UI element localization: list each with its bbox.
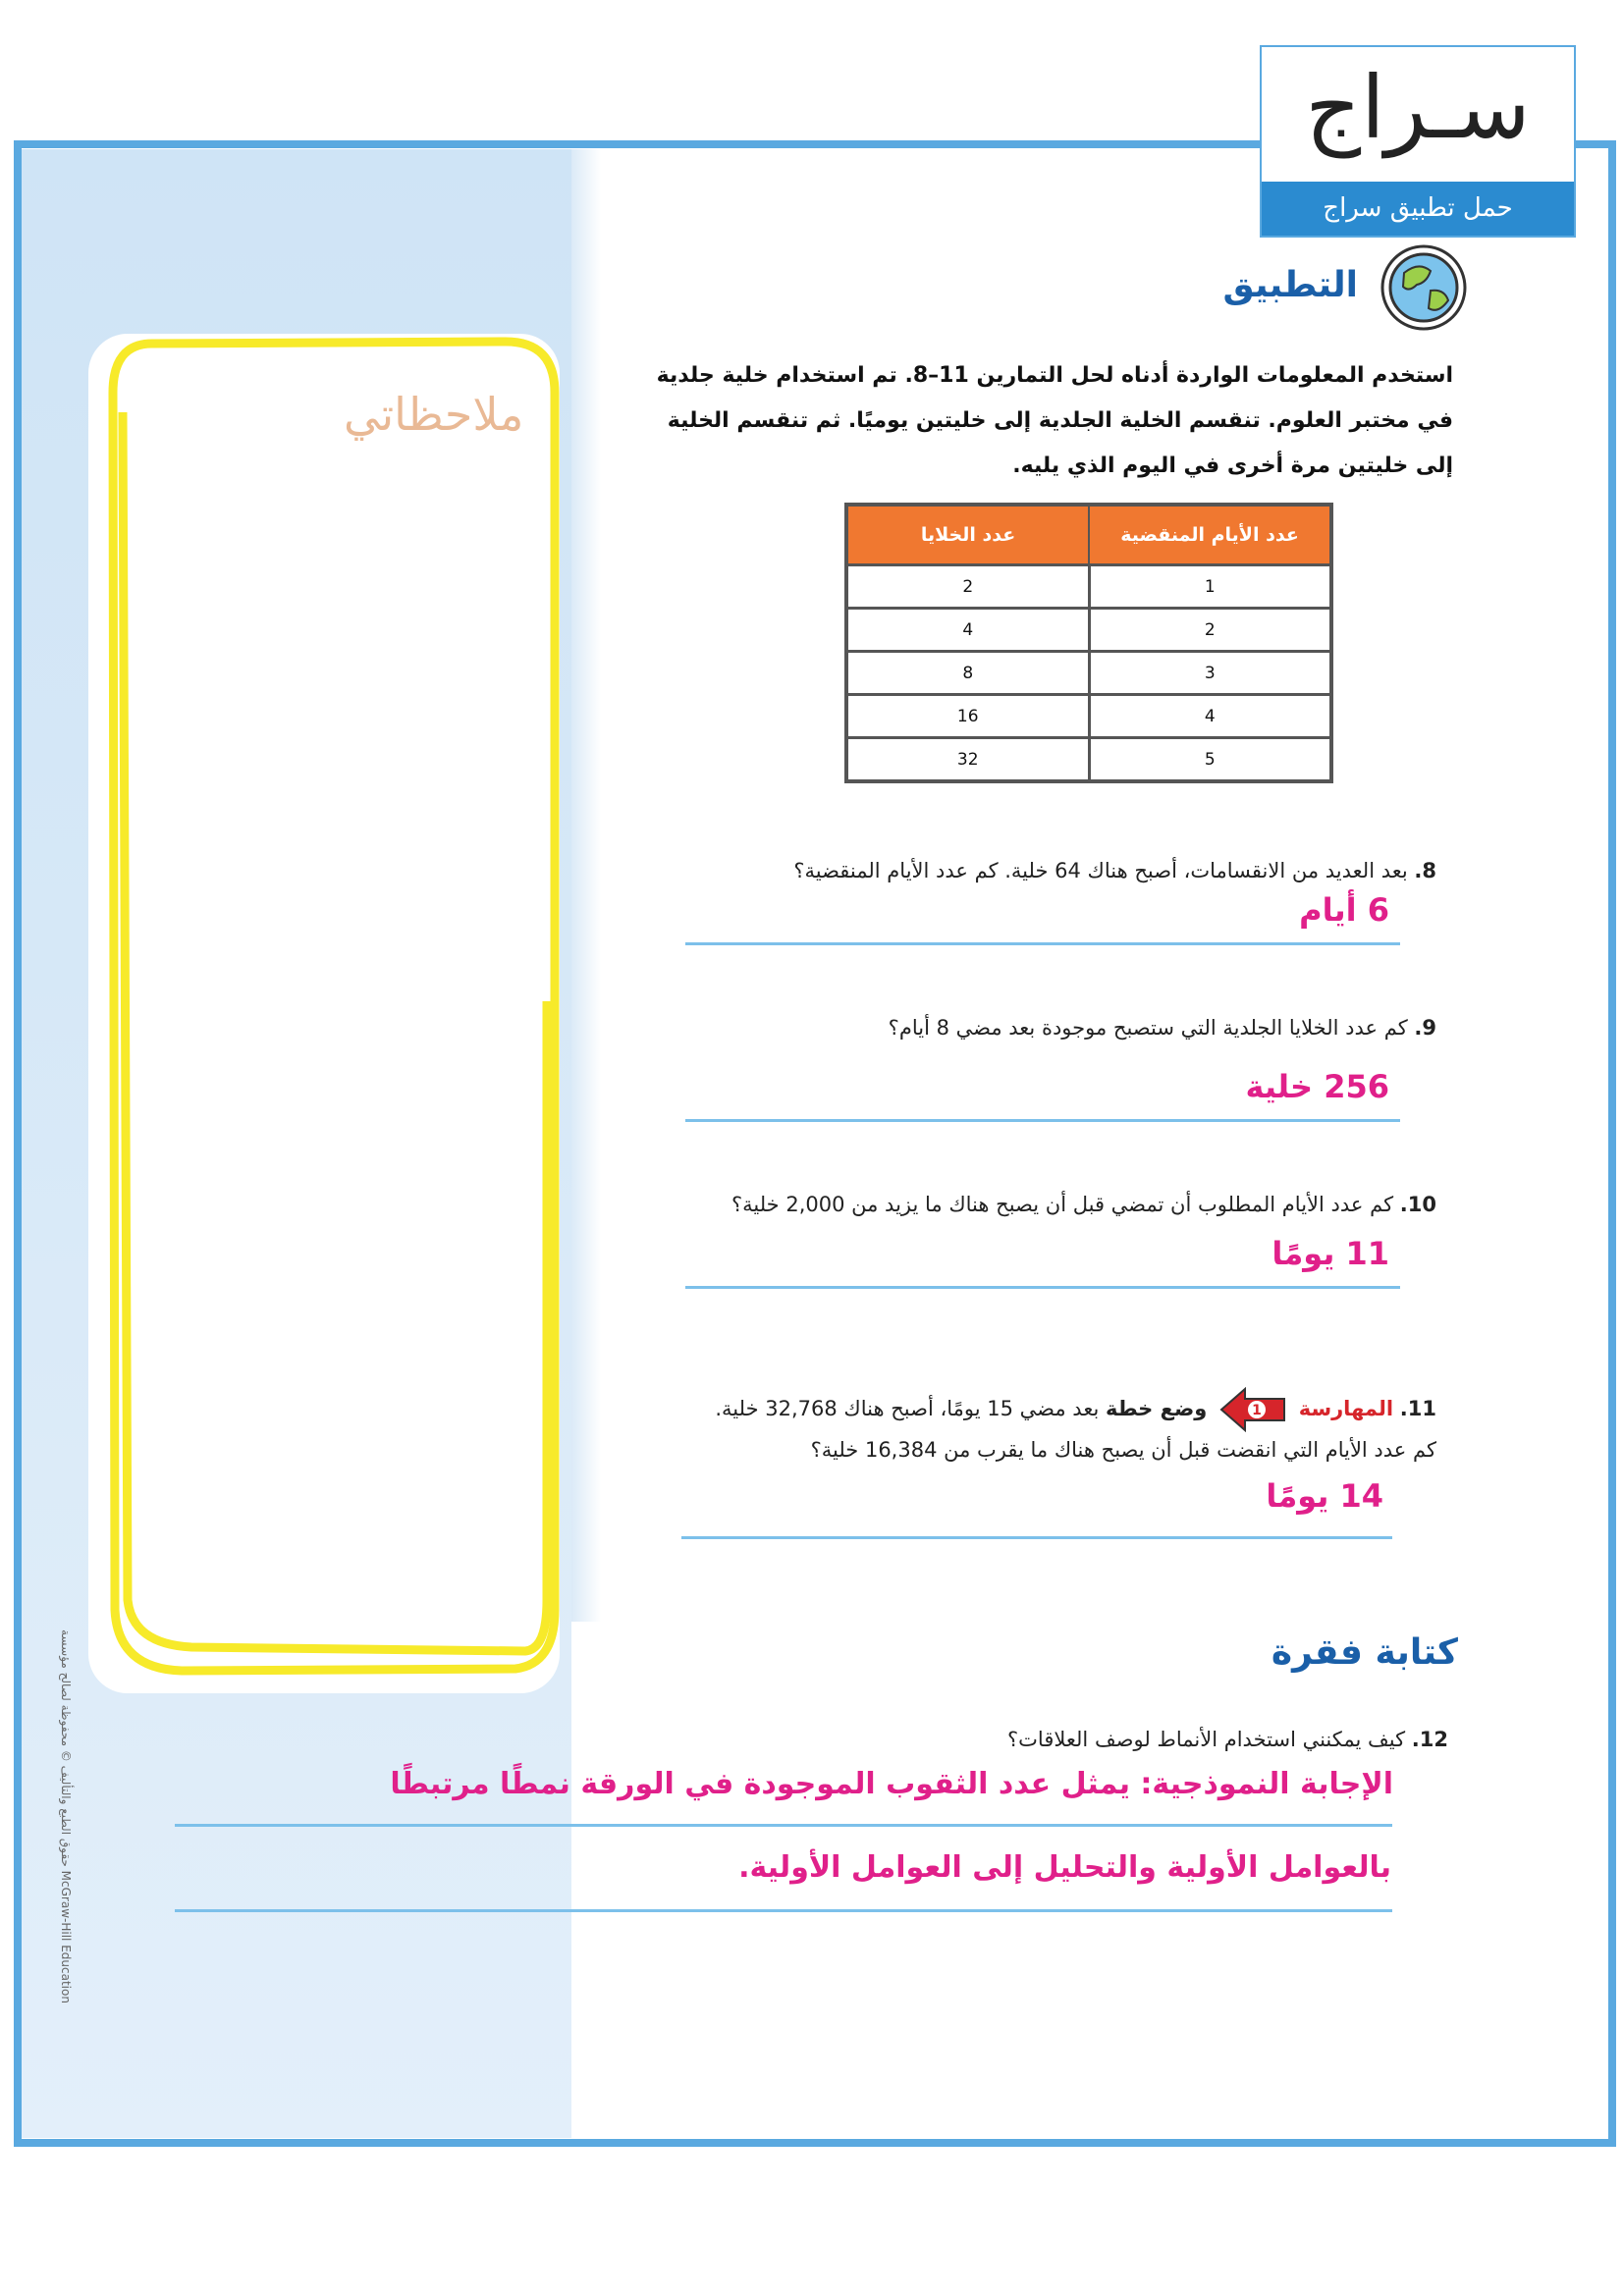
arrow-left-badge-icon xyxy=(1219,1387,1286,1432)
globe-icon xyxy=(1380,243,1468,332)
answer-12-line1[interactable]: الإجابة النموذجية: يمثل عدد الثقوب الموجودة في الورقة نمطًا مرتبطًا xyxy=(390,1767,1393,1801)
table-header: عدد الخلايا xyxy=(846,505,1089,565)
question-number: 9. xyxy=(1414,1016,1436,1040)
answer-line xyxy=(685,1286,1400,1289)
table-cell: 5 xyxy=(1089,738,1331,782)
table-cell: 32 xyxy=(846,738,1089,782)
table-cell: 3 xyxy=(1089,652,1331,695)
question-text: بعد مضي 15 يومًا، أصبح هناك 32,768 خلية. xyxy=(715,1397,1100,1420)
section-title: التطبيق xyxy=(1222,265,1358,305)
table-row xyxy=(846,652,1331,695)
logo-tagline: حمل تطبيق سراج xyxy=(1262,182,1574,236)
table-cell: 2 xyxy=(846,565,1089,609)
table-cell: 1 xyxy=(1089,565,1331,609)
strategy-label: وضع خطة xyxy=(1105,1397,1208,1420)
question-number: 10. xyxy=(1399,1193,1436,1216)
question-11-line2: كم عدد الأيام التي انقضت قبل أن يصبح هناك ما يقرب من 16,384 خلية؟ xyxy=(810,1438,1436,1462)
table-header-row xyxy=(846,505,1331,565)
table-row xyxy=(846,738,1331,782)
question-11 xyxy=(715,1387,1436,1432)
table-cell: 4 xyxy=(846,609,1089,652)
question-text: كيف يمكنني استخدام الأنماط لوصف العلاقات؟ xyxy=(1007,1728,1406,1751)
question-number: 8. xyxy=(1414,859,1436,882)
intro-paragraph: استخدم المعلومات الواردة أدناه لحل التمارين 11–8. تم استخدام خلية جلدية في مختبر العلوم. تنقسم الخلية الجلدية إلى خليتين يوميًا. ثم تنقسم الخلية إلى خليتين مرة أخرى في اليوم الذي يليه. xyxy=(656,363,1453,478)
practice-label: المهارسة xyxy=(1298,1397,1394,1420)
cells-table xyxy=(844,503,1333,783)
question-text: كم عدد الخلايا الجلدية التي ستصبح موجودة بعد مضي 8 أيام؟ xyxy=(888,1016,1408,1040)
table-cell: 4 xyxy=(1089,695,1331,738)
table-cell: 8 xyxy=(846,652,1089,695)
answer-line xyxy=(685,1119,1400,1122)
writing-title: كتابة فقرة xyxy=(1271,1632,1458,1673)
logo-word: سـراج xyxy=(1305,57,1531,158)
table-row xyxy=(846,609,1331,652)
answer-line xyxy=(175,1909,1392,1912)
question-10 xyxy=(731,1193,1436,1216)
question-9 xyxy=(889,1016,1436,1040)
answer-line xyxy=(681,1536,1392,1539)
table-header: عدد الأيام المنقضية xyxy=(1089,505,1331,565)
notes-title: ملاحظاتي xyxy=(344,388,524,441)
table-row xyxy=(846,565,1331,609)
question-text: بعد العديد من الانقسامات، أصبح هناك 64 خلية. كم عدد الأيام المنقضية؟ xyxy=(793,859,1408,882)
answer-10[interactable]: 11 يومًا xyxy=(1271,1235,1389,1272)
answer-9[interactable]: 256 خلية xyxy=(1245,1068,1389,1105)
table-cell: 16 xyxy=(846,695,1089,738)
question-number: 12. xyxy=(1411,1728,1448,1751)
answer-11[interactable]: 14 يومًا xyxy=(1266,1477,1383,1515)
notes-background-fade xyxy=(571,149,601,1622)
answer-8[interactable]: 6 أيام xyxy=(1299,891,1389,929)
badge-number: 1 xyxy=(1252,1403,1262,1418)
siraj-logo[interactable] xyxy=(1260,45,1576,238)
question-text: كم عدد الأيام المطلوب أن تمضي قبل أن يصبح هناك ما يزيد من 2,000 خلية؟ xyxy=(730,1193,1394,1216)
answer-line xyxy=(175,1824,1392,1827)
answer-line xyxy=(685,942,1400,945)
answer-12-line2[interactable]: بالعوامل الأولية والتحليل إلى العوامل الأولية. xyxy=(738,1850,1391,1885)
table-row xyxy=(846,695,1331,738)
question-number: 11. xyxy=(1399,1397,1436,1420)
table-cell: 2 xyxy=(1089,609,1331,652)
question-12 xyxy=(1007,1728,1448,1751)
question-8 xyxy=(793,859,1436,882)
yellow-highlight-scribble xyxy=(93,334,565,1708)
copyright-credit: حقوق الطبع والتأليف © محفوظة لصالح مؤسسة McGraw-Hill Education xyxy=(59,1629,73,2003)
